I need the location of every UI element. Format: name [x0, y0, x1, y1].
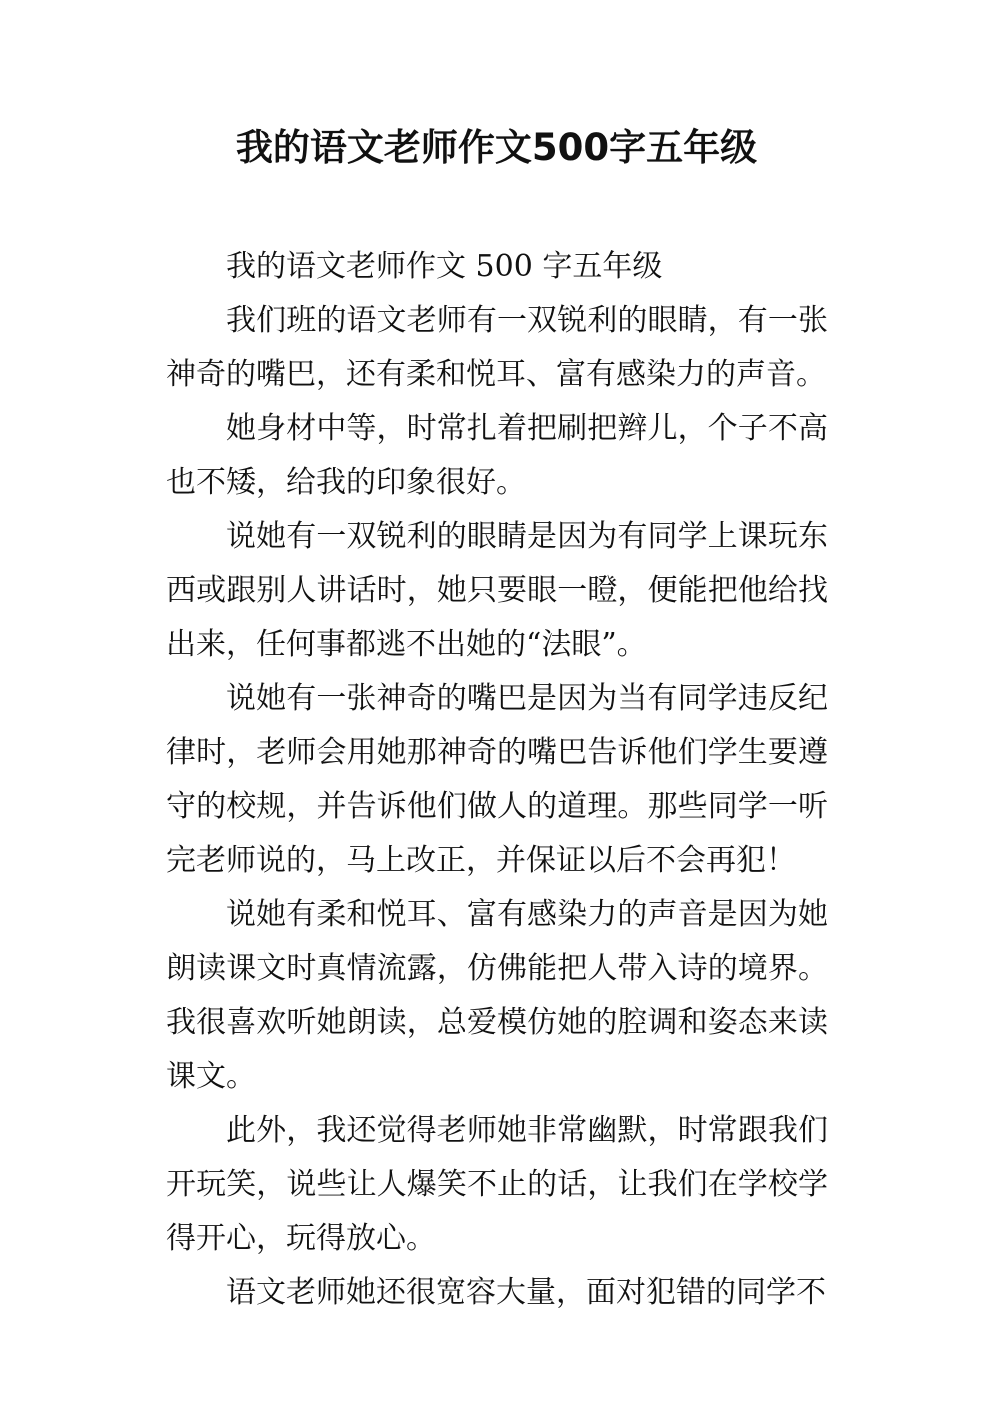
paragraph: 我们班的语文老师有一双锐利的眼睛，有一张神奇的嘴巴，还有柔和悦耳、富有感染力的声音。 [166, 303, 828, 392]
document-title: 我的语文老师作文500字五年级 [235, 126, 758, 169]
paragraph: 语文老师她还很宽容大量，面对犯错的同学不 [226, 1275, 826, 1310]
document-body [166, 240, 828, 1320]
paragraph: 她身材中等，时常扎着把刷把辫儿，个子不高也不矮，给我的印象很好。 [166, 411, 828, 500]
paragraph: 说她有柔和悦耳、富有感染力的声音是因为她朗读课文时真情流露，仿佛能把人带入诗的境界。我很喜欢听她朗读，总爱模仿她的腔调和姿态来读课文。 [166, 897, 828, 1094]
paragraph: 此外，我还觉得老师她非常幽默，时常跟我们开玩笑，说些让人爆笑不止的话，让我们在学校学得开心，玩得放心。 [166, 1113, 828, 1256]
paragraph: 说她有一张神奇的嘴巴是因为当有同学违反纪律时，老师会用她那神奇的嘴巴告诉他们学生要遵守的校规，并告诉他们做人的道理。那些同学一听完老师说的，马上改正，并保证以后不会再犯！ [166, 681, 828, 878]
paragraph: 说她有一双锐利的眼睛是因为有同学上课玩东西或跟别人讲话时，她只要眼一瞪，便能把他给找出来，任何事都逃不出她的“法眼”。 [166, 519, 828, 662]
paragraph-subtitle: 我的语文老师作文 500 字五年级 [226, 249, 663, 284]
